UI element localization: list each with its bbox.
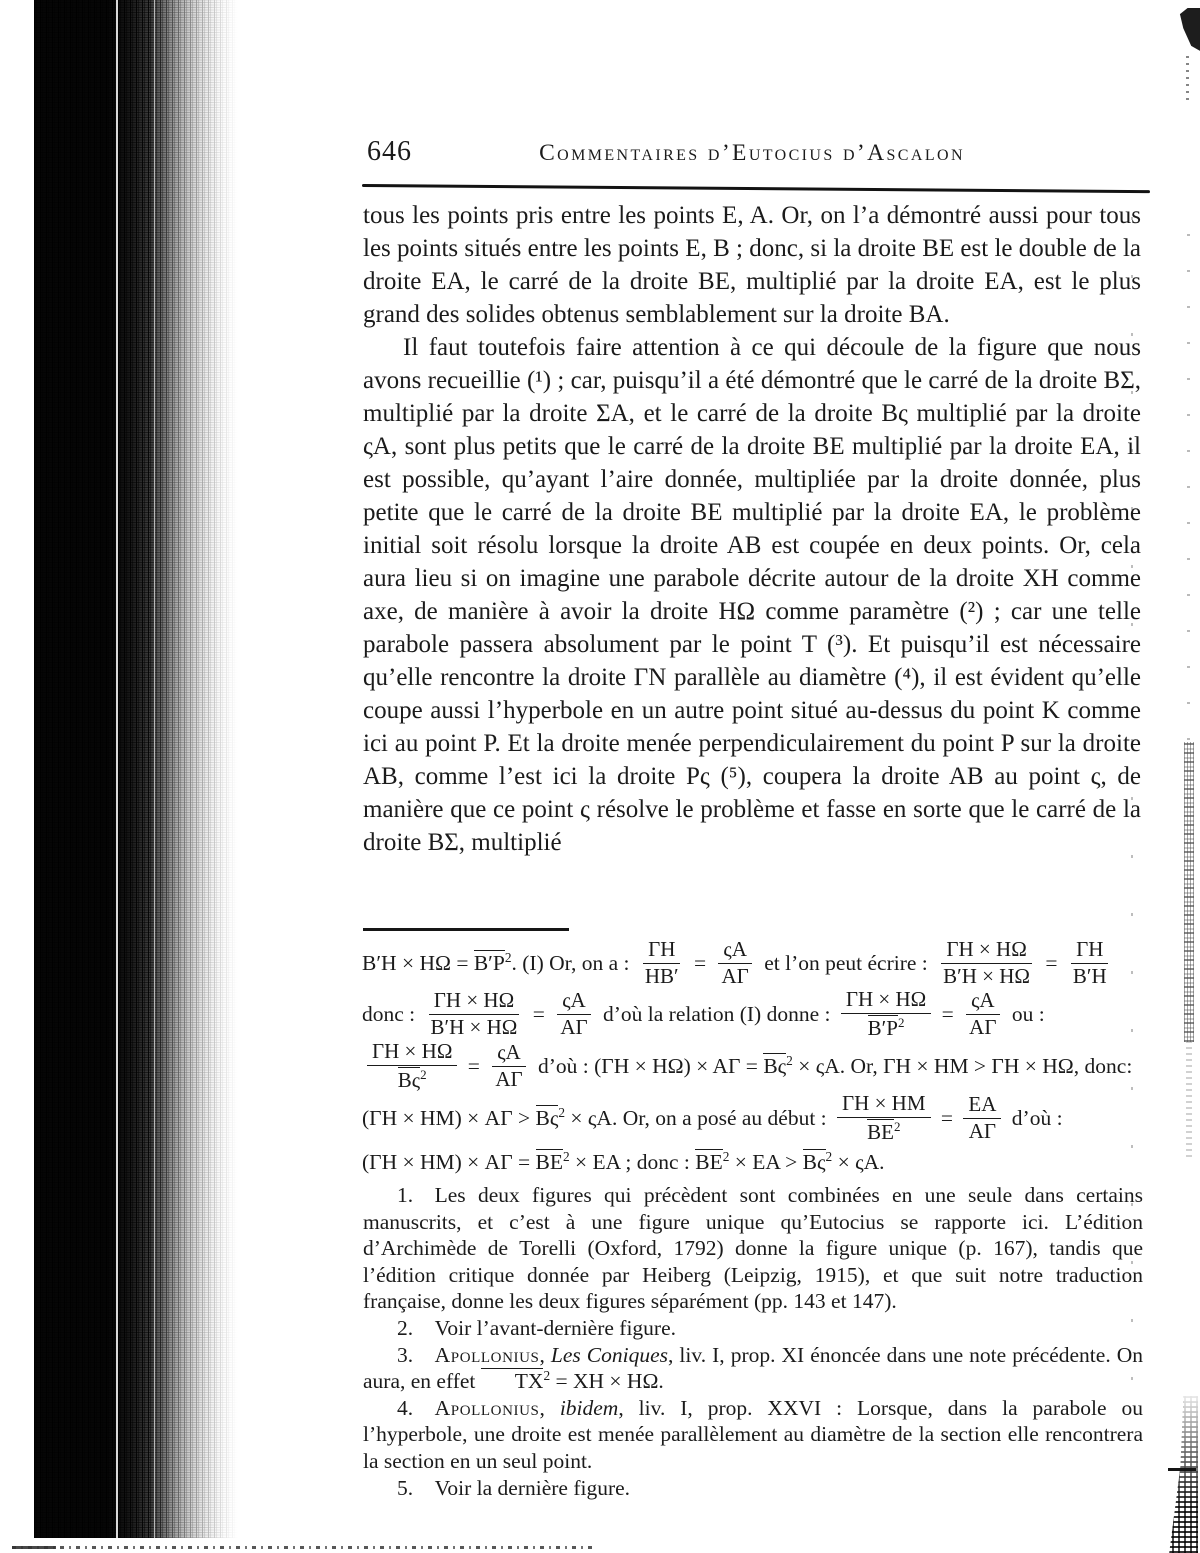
- text-segment: =: [935, 1105, 959, 1130]
- overline-term: $B\varsigma^2$: [763, 1052, 793, 1079]
- text-segment: ,: [539, 1395, 560, 1420]
- text-segment: , liv. I, prop. XI énoncée dans une note précédente. On aura, en effet: [363, 1342, 1143, 1394]
- scan-speck-column: [1187, 205, 1190, 740]
- overline-term: $BE^2$: [695, 1148, 730, 1175]
- scan-corner-noise: [1166, 1396, 1198, 1553]
- overline-term: $B\varsigma^2$: [802, 1148, 833, 1175]
- text-segment: Les Coniques: [550, 1342, 669, 1367]
- footnotes: [363, 1182, 1143, 1501]
- text-segment: ,: [539, 1342, 551, 1367]
- text-segment: 1. Les deux figures qui précèdent sont combinées en une seule dans certains manuscrits, et c’est à une figure unique qu’Eutocius se rapporte ici. L’édition d’Archimède de Torelli (Oxford, 1792) donne la figure unique (p. 167), tandis que l’édition critique donnée par Heiberg (Leipzig, 1915), et que suit notre traduction française, donne les deux figures séparément (pp. 143 et 147).: [363, 1183, 1143, 1314]
- formula-block: [362, 938, 1152, 1180]
- text-segment: ou :: [1006, 1001, 1045, 1026]
- footnote: [363, 1182, 1143, 1315]
- text-segment: × ςA. Or, on a posé au début :: [565, 1105, 833, 1130]
- text-segment: =: [462, 1053, 486, 1078]
- footnote: [363, 1342, 1143, 1395]
- text-segment: 4.: [397, 1395, 435, 1420]
- footnote: [363, 1315, 1143, 1342]
- body-text: [363, 199, 1141, 859]
- text-segment: d’où : (ΓH × HΩ) × AΓ =: [532, 1053, 764, 1078]
- text-segment: , liv. I, prop. XXVI : Lorsque, dans la parabole ou l’hyperbole, une droite est menée parallèlement au diamètre de la section elle rencontrera la section en un seul point.: [363, 1395, 1143, 1473]
- fraction: $\frac{\varsigma A}{A\Gamma}$: [555, 989, 592, 1039]
- text-segment: × EA >: [729, 1149, 803, 1174]
- text-segment: . (I) Or, on a :: [511, 950, 635, 975]
- text-segment: × ςA.: [832, 1149, 885, 1174]
- text-segment: Apollonius: [434, 1395, 540, 1420]
- scan-edge-noise-strip: [1184, 742, 1194, 1042]
- text-segment: =: [527, 1001, 551, 1026]
- overline-term: $TX^2$: [481, 1369, 550, 1393]
- overline-term: $B\varsigma^2$: [535, 1104, 566, 1131]
- text-segment: × ςA. Or, ΓH × HM > ΓH × HΩ, donc:: [792, 1053, 1133, 1078]
- text-segment: × EA ; donc :: [569, 1149, 696, 1174]
- fraction: $\frac{\Gamma H \times HM}{BE^2}$: [837, 1092, 931, 1144]
- text-segment: (ΓH × HM) × AΓ =: [362, 1149, 536, 1174]
- footnote: [363, 1395, 1143, 1475]
- text-segment: ibidem: [559, 1395, 619, 1420]
- fraction: $\frac{EA}{A\Gamma}$: [963, 1093, 1001, 1143]
- text-segment: (ΓH × HM) × AΓ >: [362, 1105, 536, 1130]
- fraction: $\frac{\Gamma H \times H\Omega}{B\varsigma^2}$: [367, 1040, 457, 1092]
- scan-gutter-artifact: [34, 0, 238, 1538]
- scan-edge-noise-strip-light: [1186, 1042, 1192, 1157]
- fraction: $\frac{\Gamma H \times H\Omega}{B'H \times H\Omega}$: [943, 937, 1031, 988]
- text-segment: B′H × HΩ =: [362, 950, 474, 975]
- text-segment: 2. Voir l’avant-dernière figure.: [397, 1315, 676, 1340]
- text-segment: 3.: [397, 1342, 435, 1367]
- formula-line: [362, 938, 1152, 988]
- fraction: $\frac{\Gamma H}{HB'}$: [644, 937, 679, 988]
- overline-term: $BE^2$: [535, 1148, 570, 1175]
- text-segment: d’où la relation (I) donne :: [597, 1001, 836, 1026]
- formula-line: [362, 1092, 1152, 1144]
- text-segment: = XH × HΩ.: [550, 1369, 664, 1394]
- text-segment: donc :: [362, 1001, 421, 1026]
- paragraph: tous les points pris entre les points E, A. Or, on l’a démontré aussi pour tous les points situés entre les points E, B ; donc, si la droite BE est le double de la droite EA, le carré de la droite BE, multiplié par la droite EA, est le plus grand des solides obtenus semblablement sur la droite BA.: [363, 202, 1141, 328]
- running-title: Commentaires d’Eutocius d’Ascalon: [539, 140, 965, 166]
- fraction: $\frac{\varsigma A}{A\Gamma}$: [964, 989, 1001, 1039]
- text-segment: Apollonius: [434, 1342, 540, 1367]
- text-segment: =: [1040, 950, 1063, 975]
- fraction: $\frac{\Gamma H}{B'H}$: [1072, 937, 1107, 988]
- text-segment: d’où :: [1006, 1105, 1063, 1130]
- header-rule: [362, 184, 1150, 193]
- text-segment: 5. Voir la dernière figure.: [397, 1475, 631, 1500]
- fraction: $\frac{\Gamma H \times H\Omega}{B'P^2}$: [841, 988, 931, 1040]
- scan-speck-trail: [1186, 54, 1189, 100]
- scan-corner-smudge: [1178, 8, 1200, 52]
- page-number: 646: [367, 136, 412, 167]
- text-segment: =: [936, 1001, 960, 1026]
- formula-line: [362, 988, 1152, 1040]
- formula-line: [362, 1144, 1152, 1180]
- text-segment: =: [688, 950, 712, 975]
- page-header: [363, 136, 1141, 180]
- scan-dash-mark: [1168, 1468, 1196, 1471]
- overline-term: $B'P^2$: [473, 949, 512, 976]
- fraction: $\frac{\Gamma H \times H\Omega}{B'H \times H\Omega}$: [430, 988, 518, 1039]
- scan-bottom-dotted-line: [12, 1546, 592, 1549]
- text-segment: et l’on peut écrire :: [758, 950, 934, 975]
- paragraph: Il faut toutefois faire attention à ce qui découle de la figure que nous avons recueillie (¹) ; car, puisqu’il a été démontré que le carré de la droite BΣ, multiplié par la droite ΣA, et le carré de la droite Bς multiplié par la droite ςA, sont plus petits que le carré de la droite BE multiplié par la droite EA, il est possible, qu’ayant l’aire donnée, multipliée par la droite donnée, plus petite que le carré de la droite BE multiplié par la droite EA, le problème initial soit résolu lorsque la droite AB est coupée en deux points. Or, cela aura lieu si on imagine une parabole décrite autour de la droite XH comme axe, de manière à avoir la droite HΩ comme paramètre (²) ; car une telle parabole passera absolument par le point T (³). Et puisqu’il est nécessaire qu’elle rencontre la droite ΓN parallèle au diamètre (⁴), il est évident qu’elle coupe aussi l’hyperbole en un autre point situé au-dessus du point K comme ici au point P. Et la droite menée perpendiculairement du point P sur la droite AB, comme l’est ici la droite Pς (⁵), coupera la droite AB au point ς, de manière que ce point ς résolve le problème et fasse en sorte que le carré de la droite BΣ, multiplié: [363, 334, 1141, 856]
- formula-line: [362, 1040, 1152, 1092]
- footnote: [363, 1475, 1143, 1502]
- fraction: $\frac{\varsigma A}{A\Gamma}$: [490, 1041, 527, 1091]
- fraction: $\frac{\varsigma A}{A\Gamma}$: [717, 938, 754, 988]
- footnote-separator-rule: [363, 928, 569, 931]
